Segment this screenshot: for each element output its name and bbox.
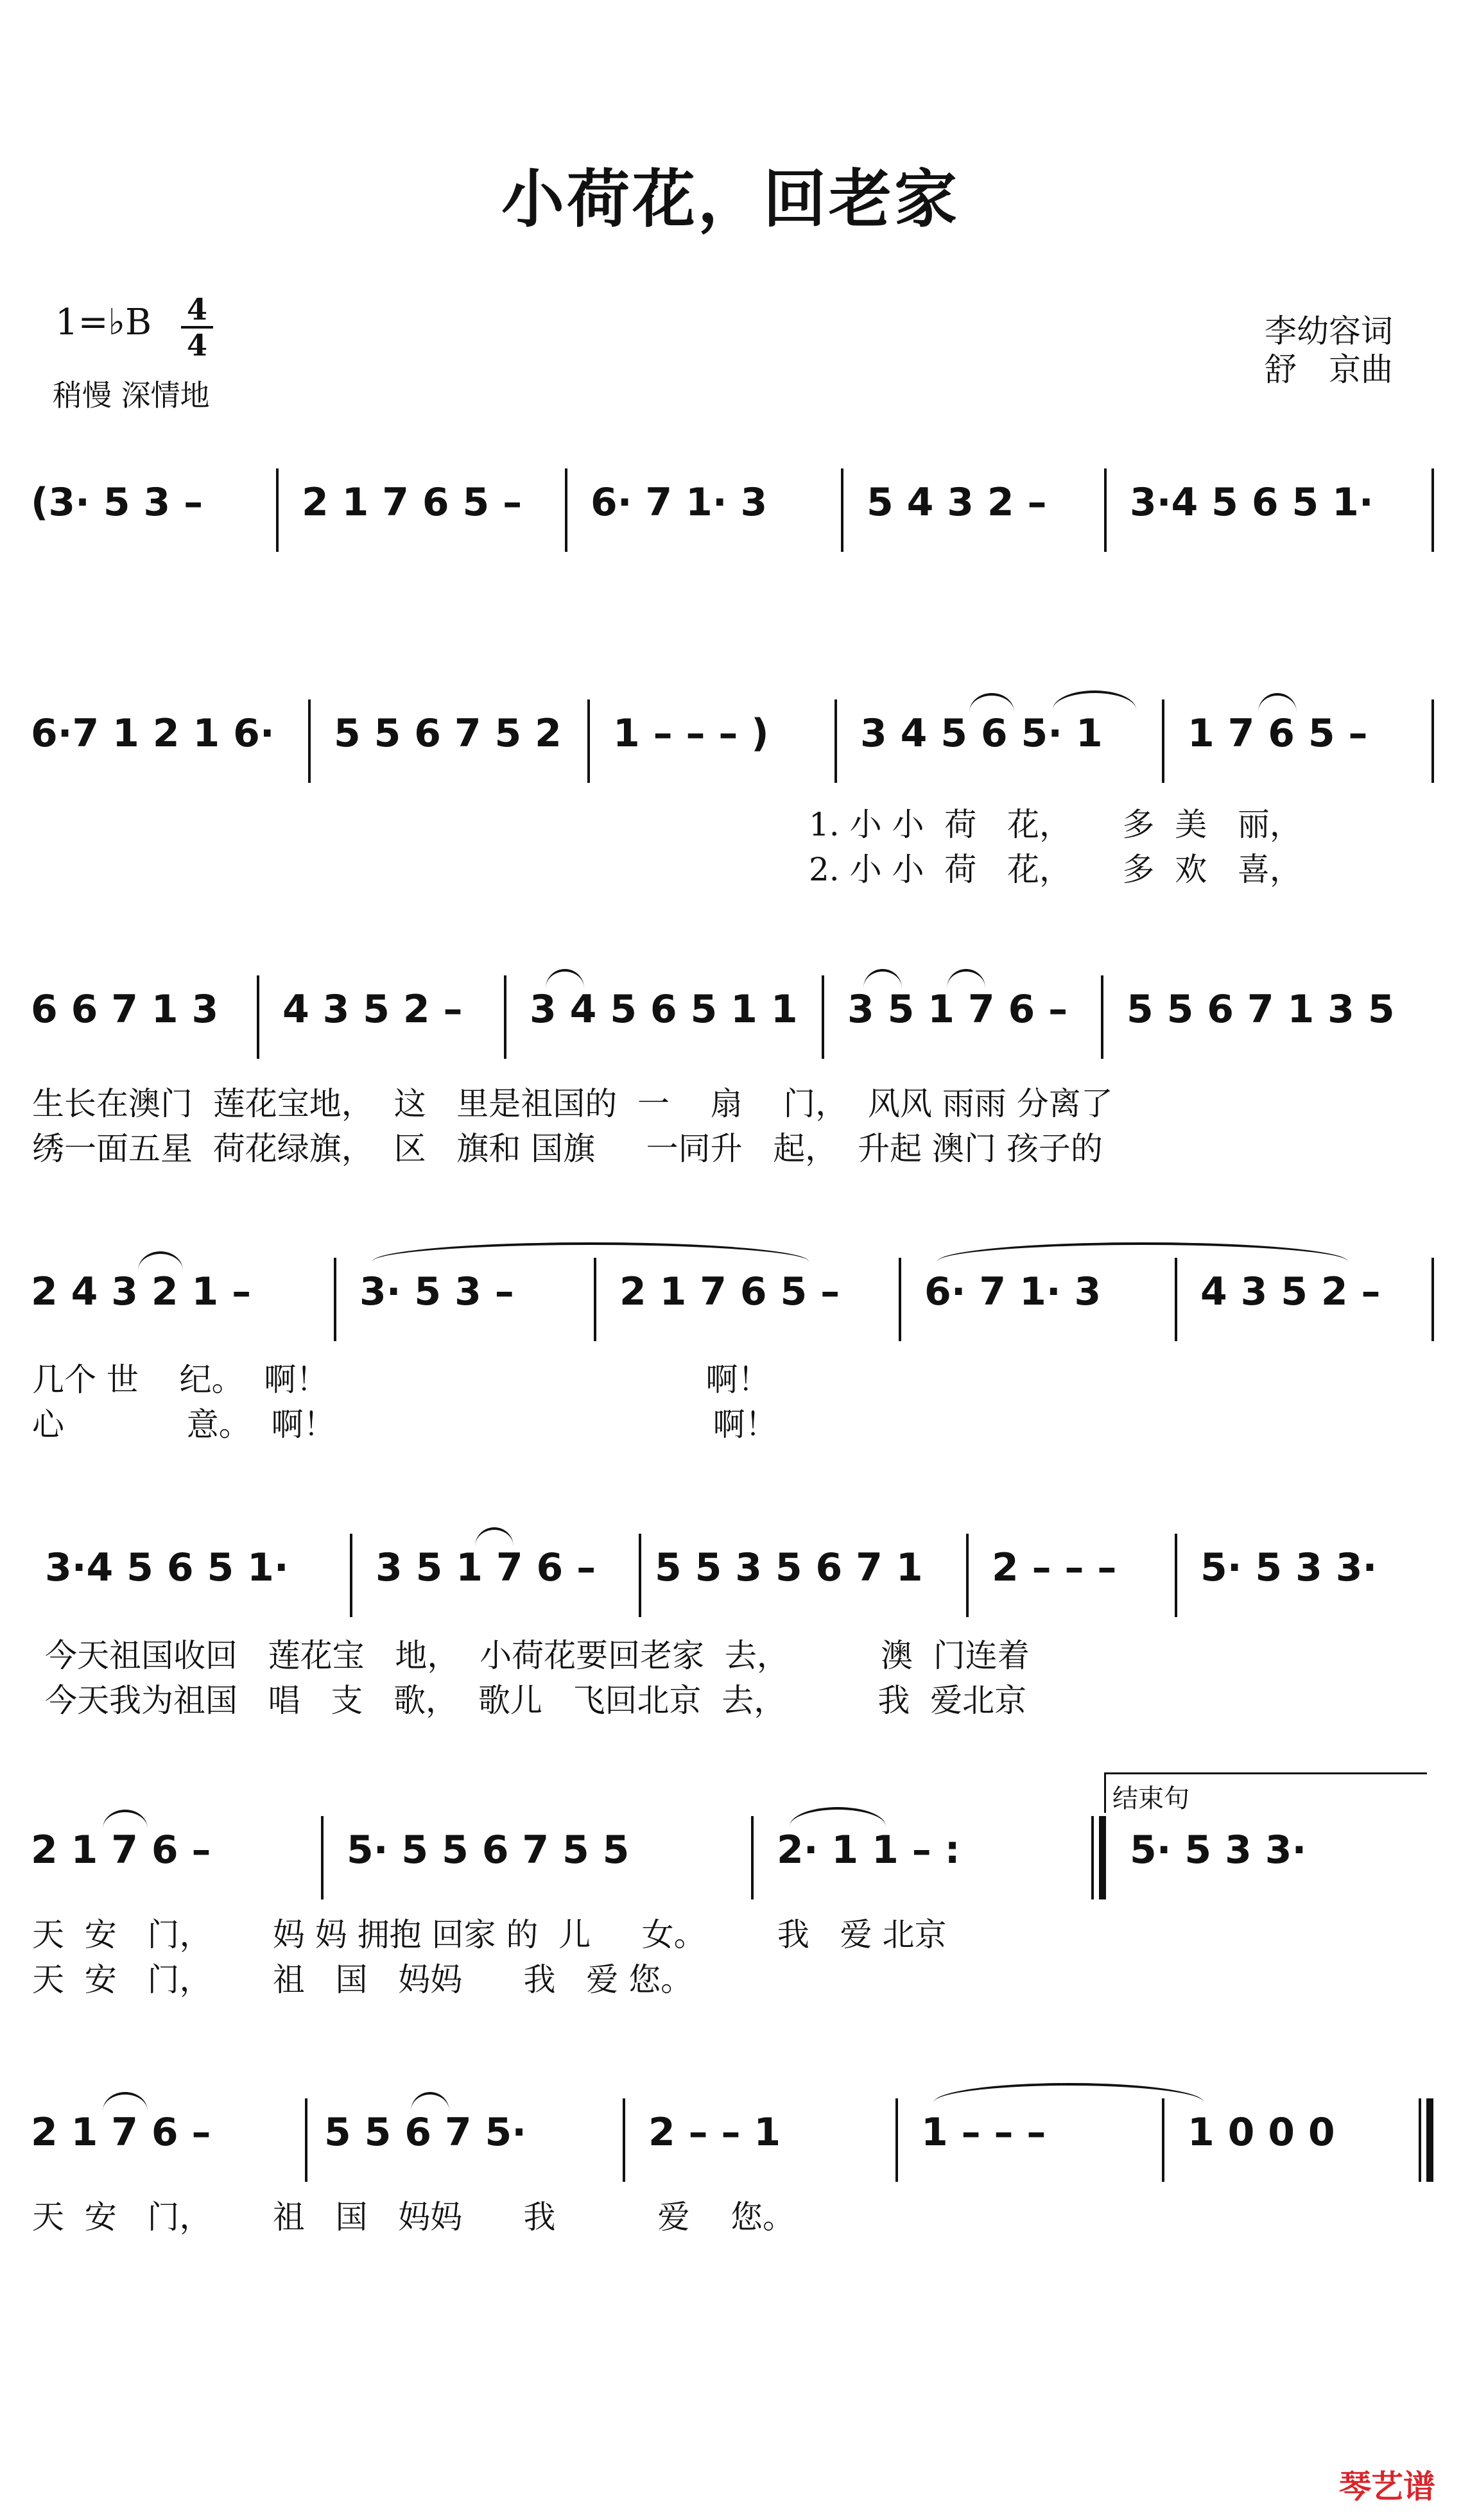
barline xyxy=(751,1816,754,1899)
measure-1-5: 3·4 5 6 5 1· xyxy=(1130,480,1374,525)
measure-5-2: 3 5 1 7 6 – xyxy=(376,1545,596,1590)
tempo-marking: 稍慢 深情地 xyxy=(53,378,210,413)
measure-6-2: 5· 5 5 6 7 5 5 xyxy=(347,1828,630,1873)
score-row-7 xyxy=(0,2098,1461,2182)
slur xyxy=(372,1242,809,1262)
lyric-row-4-verse-2: 心 意。 啊！ 啊！ xyxy=(32,1406,777,1443)
measure-5-1: 3·4 5 6 5 1· xyxy=(45,1545,289,1590)
measure-4-4: 6· 7 1· 3 xyxy=(924,1269,1102,1314)
barline xyxy=(1431,1258,1434,1341)
lyric-row-4-verse-1: 几个 世 纪。 啊！ 啊！ xyxy=(32,1361,770,1398)
time-signature-bottom: 4 xyxy=(186,328,207,363)
slur xyxy=(103,2092,148,2111)
score-row-3 xyxy=(0,975,1461,1059)
measure-4-5: 4 3 5 2 – xyxy=(1200,1269,1381,1314)
barline xyxy=(587,699,590,783)
barline xyxy=(1091,1816,1094,1899)
time-signature-top: 4 xyxy=(186,292,207,327)
measure-6-1: 2 1 7 6 – xyxy=(31,1828,211,1873)
measure-7-4: 1 – – – xyxy=(921,2110,1046,2155)
barline xyxy=(623,2098,625,2182)
measure-3-3: 3 4 5 6 5 1 1 xyxy=(530,987,798,1032)
score-row-4 xyxy=(0,1258,1461,1341)
ending-bracket xyxy=(1104,1772,1427,1813)
barline xyxy=(321,1816,324,1899)
page-title: 小荷花，回老家 xyxy=(501,162,960,236)
lyricist-credit: 李幼容词 xyxy=(1265,313,1393,350)
measure-5-4: 2 – – – xyxy=(992,1545,1117,1590)
measure-1-1: (3· 5 3 – xyxy=(31,480,203,525)
lyric-row-6-verse-2: 天 安 门， 祖 国 妈妈 我 爱 您。 xyxy=(32,1961,693,1998)
slur xyxy=(937,1242,1348,1262)
barline xyxy=(1431,699,1434,783)
slur xyxy=(546,969,584,988)
lyric-row-2-verse-1: 1. 小 小 荷 花， 多 美 丽， xyxy=(809,806,1302,843)
score-row-5 xyxy=(0,1534,1461,1617)
slur xyxy=(138,1251,183,1271)
measure-4-1: 2 4 3 2 1 – xyxy=(31,1269,252,1314)
measure-2-4: 3 4 5 6 5· 1 xyxy=(860,711,1103,756)
measure-3-2: 4 3 5 2 – xyxy=(282,987,463,1032)
measure-2-5: 1 7 6 5 – xyxy=(1188,711,1368,756)
slur xyxy=(947,969,985,988)
slur xyxy=(103,1810,148,1829)
measure-1-4: 5 4 3 2 – xyxy=(867,480,1047,525)
repeat-barline xyxy=(1099,1816,1106,1899)
measure-7-1: 2 1 7 6 – xyxy=(31,2110,211,2155)
lyric-row-5-verse-2: 今天我为祖国 唱 支 歌， 歌儿 飞回北京 去， 我 爱北京 xyxy=(45,1682,1027,1719)
watermark-logo: 琴艺谱 xyxy=(1339,2468,1435,2505)
score-row-1 xyxy=(0,468,1461,552)
measure-4-3: 2 1 7 6 5 – xyxy=(619,1269,840,1314)
barline xyxy=(594,1258,596,1341)
barline xyxy=(834,699,837,783)
measure-1-2: 2 1 7 6 5 – xyxy=(302,480,523,525)
time-signature xyxy=(181,294,213,361)
lyric-row-7-verse-1: 天 安 门， 祖 国 妈妈 我 爱 您。 xyxy=(32,2199,795,2236)
barline xyxy=(1162,2098,1164,2182)
barline xyxy=(308,699,311,783)
score-row-6 xyxy=(0,1816,1461,1899)
barline xyxy=(334,1258,336,1341)
barline xyxy=(1431,468,1434,552)
measure-5-5: 5· 5 3 3· xyxy=(1200,1545,1378,1590)
measure-2-3: 1 – – – ) xyxy=(613,711,769,756)
measure-3-5: 5 5 6 7 1 3 5 xyxy=(1127,987,1395,1032)
barline xyxy=(1162,699,1164,783)
ending-label: 结束句 xyxy=(1112,1784,1189,1813)
measure-7-5: 1 0 0 0 xyxy=(1188,2110,1335,2155)
score-row-2 xyxy=(0,699,1461,783)
measure-1-3: 6· 7 1· 3 xyxy=(591,480,768,525)
barline xyxy=(899,1258,901,1341)
lyric-row-3-verse-2: 绣一面五星 荷花绿旗， 区 旗和 国旗 一同升 起， 升起 澳门 孩子的 xyxy=(32,1130,1103,1167)
lyric-row-2-verse-2: 2. 小 小 荷 花， 多 欢 喜， xyxy=(809,851,1302,888)
barline xyxy=(504,975,506,1059)
key-signature: 1=♭B xyxy=(55,302,152,343)
measure-5-3: 5 5 3 5 6 7 1 xyxy=(655,1545,923,1590)
barline xyxy=(350,1534,352,1617)
lyric-row-5-verse-1: 今天祖国收回 莲花宝 地， 小荷花要回老家 去， 澳 门连着 xyxy=(45,1637,1030,1674)
barline xyxy=(841,468,843,552)
measure-3-4: 3 5 1 7 6 – xyxy=(847,987,1068,1032)
slur xyxy=(790,1807,886,1826)
barline xyxy=(1419,2098,1421,2182)
final-barline xyxy=(1426,2098,1433,2182)
measure-7-3: 2 – – 1 xyxy=(648,2110,781,2155)
slur xyxy=(1258,693,1297,712)
barline xyxy=(276,468,279,552)
barline xyxy=(257,975,259,1059)
barline xyxy=(639,1534,641,1617)
barline xyxy=(966,1534,969,1617)
barline xyxy=(1104,468,1107,552)
lyric-row-6-verse-1: 天 安 门， 妈 妈 拥抱 回家 的 儿 女。 我 爱 北京 xyxy=(32,1916,947,1953)
barline xyxy=(822,975,824,1059)
composer-credit: 舒 京曲 xyxy=(1265,351,1393,388)
measure-2-1: 6·7 1 2 1 6· xyxy=(31,711,275,756)
measure-6-3: 2· 1 1 – : xyxy=(777,1828,960,1873)
barline xyxy=(305,2098,307,2182)
slur xyxy=(411,2092,449,2111)
measure-7-2: 5 5 6 7 5· xyxy=(324,2110,527,2155)
barline xyxy=(1175,1258,1177,1341)
slur xyxy=(1053,690,1136,710)
slur xyxy=(863,969,902,988)
slur xyxy=(969,693,1014,712)
barline xyxy=(1175,1534,1177,1617)
slur xyxy=(475,1527,514,1547)
barline xyxy=(565,468,567,552)
barline xyxy=(1101,975,1103,1059)
lyric-row-3-verse-1: 生长在澳门 莲花宝地， 这 里是祖国的 一 扇 门， 风风 雨雨 分离了 xyxy=(32,1085,1113,1122)
measure-2-2: 5 5 6 7 5 2 xyxy=(334,711,562,756)
measure-3-1: 6 6 7 1 3 xyxy=(31,987,219,1032)
measure-4-2: 3· 5 3 – xyxy=(359,1269,514,1314)
measure-6-4: 5· 5 3 3· xyxy=(1130,1828,1307,1873)
barline xyxy=(895,2098,898,2182)
